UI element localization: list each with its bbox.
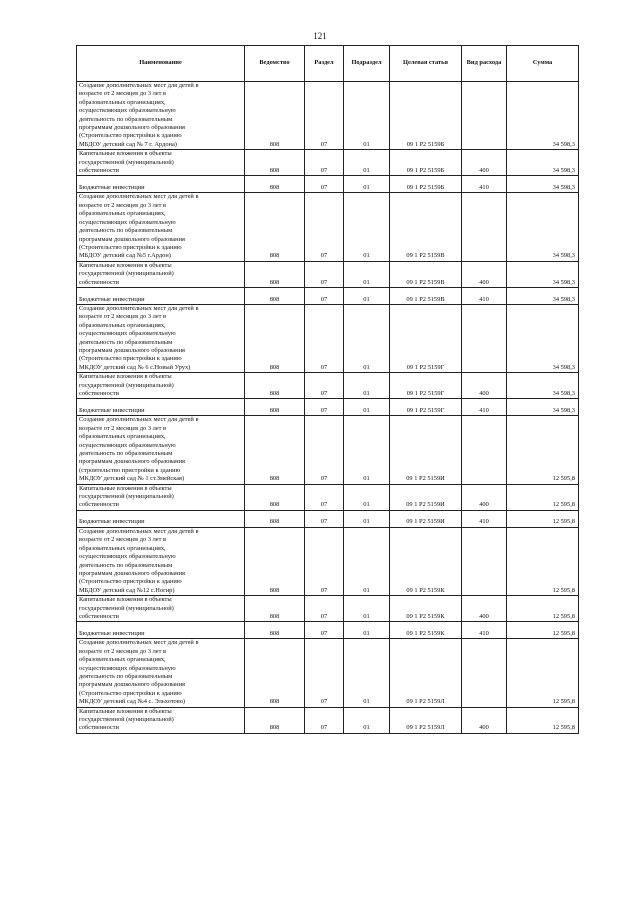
cell-summa: 12 595,8 [507, 510, 579, 527]
table-header-row [77, 46, 579, 82]
cell-podrazdel: 01 [344, 622, 390, 639]
cell-vid: 400 [462, 484, 507, 510]
cell-name-line: (Строительство пристройки к зданию [79, 689, 182, 697]
cell-vedomstvo: 808 [245, 622, 305, 639]
cell-name-line: Создание дополнительных мест для детей в [79, 527, 199, 535]
cell-vid: 410 [462, 176, 507, 193]
cell-name-line: государственной (муниципальной) [79, 270, 174, 278]
cell-name-line: программам дошкольного образования [79, 235, 185, 243]
cell-razdel: 07 [305, 484, 344, 510]
cell-name-line: МКДОУ детский сад № 6 с.Новый Урух) [79, 363, 191, 371]
cell-summa: 34 598,3 [507, 150, 579, 176]
column-header-vedomstvo: Ведомство [245, 46, 305, 82]
table-row [77, 622, 579, 639]
cell-podrazdel: 01 [344, 304, 390, 372]
cell-razdel: 07 [305, 639, 344, 707]
cell-name-line: деятельность по образовательным [79, 338, 173, 346]
cell-statya: 09 1 Р2 5159К [390, 527, 462, 595]
cell-vid: 400 [462, 373, 507, 399]
cell-name-line: Создание дополнительных мест для детей в [79, 304, 199, 312]
cell-razdel: 07 [305, 707, 344, 733]
cell-summa: 12 595,8 [507, 416, 579, 484]
cell-name-line: Создание дополнительных мест для детей в [79, 416, 199, 424]
cell-name-line: Бюджетные инвестиции [79, 184, 145, 192]
cell-name-line: образовательных организациях, [79, 433, 166, 441]
cell-razdel: 07 [305, 510, 344, 527]
cell-vid [462, 416, 507, 484]
cell-statya: 09 1 Р2 5159И [390, 416, 462, 484]
cell-vid: 400 [462, 261, 507, 287]
cell-name-line: (строительство пристройки к зданию [79, 466, 181, 474]
cell-vid: 410 [462, 622, 507, 639]
cell-name-line: Капитальные вложения в объекты [79, 707, 172, 715]
cell-podrazdel: 01 [344, 416, 390, 484]
table-row [77, 596, 579, 622]
cell-summa: 34 598,3 [507, 176, 579, 193]
cell-podrazdel: 01 [344, 82, 390, 150]
cell-summa: 12 595,8 [507, 484, 579, 510]
cell-name-line: деятельность по образовательным [79, 561, 173, 569]
cell-statya: 09 1 Р2 5159В [390, 261, 462, 287]
cell-razdel: 07 [305, 399, 344, 416]
cell-vedomstvo: 808 [245, 416, 305, 484]
cell-vid: 400 [462, 707, 507, 733]
cell-vedomstvo: 808 [245, 707, 305, 733]
cell-name-line: возрасте от 2 месяцев до 3 лет в [79, 424, 167, 432]
column-header-statya: Целевая статья [390, 46, 462, 82]
cell-summa: 12 595,8 [507, 527, 579, 595]
cell-podrazdel: 01 [344, 287, 390, 304]
cell-vid: 410 [462, 287, 507, 304]
column-header-summa: Сумма [507, 46, 579, 82]
table-row [77, 82, 579, 150]
cell-razdel: 07 [305, 150, 344, 176]
cell-name [77, 176, 245, 193]
table-row [77, 193, 579, 261]
cell-razdel: 07 [305, 261, 344, 287]
cell-name-line: Капитальные вложения в объекты [79, 373, 172, 381]
cell-name-line: образовательных организациях, [79, 210, 166, 218]
table-row [77, 639, 579, 707]
cell-vedomstvo: 808 [245, 261, 305, 287]
cell-name-line: программам дошкольного образования [79, 569, 185, 577]
cell-vedomstvo: 808 [245, 596, 305, 622]
cell-name-line: Бюджетные инвестиции [79, 295, 145, 303]
cell-name [77, 261, 245, 287]
cell-summa: 34 598,3 [507, 193, 579, 261]
cell-razdel: 07 [305, 373, 344, 399]
cell-summa: 12 595,8 [507, 707, 579, 733]
cell-name-line: МБДОУ детский сад №12 с.Ногир) [79, 586, 175, 594]
cell-name [77, 399, 245, 416]
cell-name-line: возрасте от 2 месяцев до 3 лет в [79, 647, 167, 655]
cell-name-line: МБДОУ детский сад № 7 г. Ардона) [79, 140, 177, 148]
cell-statya: 09 1 Р2 5159Б [390, 176, 462, 193]
table-row [77, 287, 579, 304]
cell-name-line: МБДОУ детский сад №5 г.Ардон) [79, 252, 171, 260]
column-header-podrazdel: Подраздел [344, 46, 390, 82]
cell-name-line: Капитальные вложения в объекты [79, 484, 172, 492]
cell-name [77, 596, 245, 622]
page-number: 121 [313, 31, 327, 41]
cell-statya: 09 1 Р2 5159Л [390, 639, 462, 707]
cell-name-line: собственности [79, 501, 119, 509]
cell-name-line: (Строительство пристройки к зданию [79, 355, 182, 363]
table-row [77, 707, 579, 733]
cell-name [77, 484, 245, 510]
table-row [77, 176, 579, 193]
cell-name-line: программам дошкольного образования [79, 681, 185, 689]
table-row [77, 416, 579, 484]
cell-name-line: возрасте от 2 месяцев до 3 лет в [79, 90, 167, 98]
cell-vedomstvo: 808 [245, 484, 305, 510]
cell-name-line: Капитальные вложения в объекты [79, 150, 172, 158]
cell-vedomstvo: 808 [245, 510, 305, 527]
cell-vedomstvo: 808 [245, 304, 305, 372]
cell-statya: 09 1 Р2 5159В [390, 193, 462, 261]
cell-summa: 12 595,8 [507, 639, 579, 707]
cell-name [77, 622, 245, 639]
cell-name [77, 639, 245, 707]
table-row [77, 510, 579, 527]
cell-name-line: Бюджетные инвестиции [79, 407, 145, 414]
cell-name-line: осуществляющих образовательную [79, 553, 176, 561]
cell-name-line: программам дошкольного образования [79, 346, 185, 354]
cell-summa: 34 598,3 [507, 261, 579, 287]
cell-name [77, 527, 245, 595]
cell-name [77, 510, 245, 527]
cell-statya: 09 1 Р2 5159И [390, 510, 462, 527]
cell-vid: 410 [462, 510, 507, 527]
cell-name-line: (Строительство пристройки к зданию [79, 578, 182, 586]
cell-statya: 09 1 Р2 5159Б [390, 150, 462, 176]
cell-name-line: (Строительство пристройки к зданию [79, 243, 182, 251]
cell-name-line: государственной (муниципальной) [79, 381, 174, 389]
table-row [77, 399, 579, 416]
cell-name-line: программам дошкольного образования [79, 124, 185, 132]
cell-name-line: программам дошкольного образования [79, 458, 185, 466]
cell-name [77, 193, 245, 261]
cell-statya: 09 1 Р2 5159В [390, 287, 462, 304]
cell-summa: 12 595,8 [507, 596, 579, 622]
table-row [77, 373, 579, 399]
cell-name-line: Создание дополнительных мест для детей в [79, 193, 199, 201]
cell-razdel: 07 [305, 82, 344, 150]
cell-razdel: 07 [305, 193, 344, 261]
table-row [77, 527, 579, 595]
cell-vedomstvo: 808 [245, 82, 305, 150]
cell-vedomstvo: 808 [245, 399, 305, 416]
cell-name-line: государственной (муниципальной) [79, 158, 174, 166]
cell-razdel: 07 [305, 622, 344, 639]
cell-statya: 09 1 Р2 5159И [390, 484, 462, 510]
cell-podrazdel: 01 [344, 596, 390, 622]
cell-name-line: образовательных организациях, [79, 321, 166, 329]
cell-name-line: собственности [79, 612, 119, 620]
cell-razdel: 07 [305, 416, 344, 484]
cell-statya: 09 1 Р2 5159Л [390, 707, 462, 733]
cell-vid [462, 639, 507, 707]
cell-vid [462, 193, 507, 261]
cell-name [77, 707, 245, 733]
cell-name-line: осуществляющих образовательную [79, 330, 176, 338]
cell-summa: 34 598,3 [507, 304, 579, 372]
cell-name-line: осуществляющих образовательную [79, 107, 176, 115]
cell-name-line: Создание дополнительных мест для детей в [79, 639, 199, 647]
cell-vid: 400 [462, 150, 507, 176]
cell-vedomstvo: 808 [245, 193, 305, 261]
cell-vedomstvo: 808 [245, 287, 305, 304]
cell-razdel: 07 [305, 304, 344, 372]
cell-name-line: (Строительство пристройки к зданию [79, 132, 182, 140]
cell-name [77, 287, 245, 304]
cell-name-line: Капитальные вложения в объекты [79, 596, 172, 604]
cell-statya: 09 1 Р2 5159Г [390, 399, 462, 416]
cell-name-line: государственной (муниципальной) [79, 716, 174, 723]
cell-podrazdel: 01 [344, 639, 390, 707]
cell-name-line: осуществляющих образовательную [79, 441, 176, 449]
cell-podrazdel: 01 [344, 399, 390, 416]
cell-podrazdel: 01 [344, 510, 390, 527]
column-header-vid: Вид расхода [462, 46, 507, 82]
table-row [77, 304, 579, 372]
cell-name-line: образовательных организациях, [79, 98, 166, 106]
budget-table [76, 45, 579, 734]
cell-vid [462, 82, 507, 150]
cell-vedomstvo: 808 [245, 527, 305, 595]
cell-podrazdel: 01 [344, 261, 390, 287]
cell-podrazdel: 01 [344, 484, 390, 510]
cell-name-line: собственности [79, 724, 119, 732]
cell-name-line: осуществляющих образовательную [79, 218, 176, 226]
cell-vid [462, 304, 507, 372]
cell-name-line: Создание дополнительных мест для детей в [79, 82, 199, 89]
cell-name [77, 373, 245, 399]
cell-name-line: образовательных организациях, [79, 656, 166, 664]
cell-vid: 400 [462, 596, 507, 622]
cell-statya: 09 1 Р2 5159К [390, 596, 462, 622]
cell-summa: 12 595,8 [507, 622, 579, 639]
cell-name-line: осуществляющих образовательную [79, 664, 176, 672]
cell-statya: 09 1 Р2 5159К [390, 622, 462, 639]
cell-name-line: деятельность по образовательным [79, 227, 173, 235]
cell-name [77, 150, 245, 176]
cell-razdel: 07 [305, 287, 344, 304]
column-header-razdel: Раздел [305, 46, 344, 82]
cell-vedomstvo: 808 [245, 373, 305, 399]
cell-name-line: собственности [79, 167, 119, 175]
cell-name-line: МКДОУ детский сад № 1 ст.Змейская) [79, 475, 185, 483]
cell-name-line: собственности [79, 278, 119, 286]
cell-name-line: Бюджетные инвестиции [79, 629, 145, 637]
cell-summa: 34 598,3 [507, 82, 579, 150]
cell-name-line: Капитальные вложения в объекты [79, 261, 172, 269]
cell-vid: 410 [462, 399, 507, 416]
table-row [77, 150, 579, 176]
cell-name-line: деятельность по образовательным [79, 115, 173, 123]
column-header-name: Наименование [77, 46, 245, 82]
cell-razdel: 07 [305, 176, 344, 193]
cell-name-line: деятельность по образовательным [79, 672, 173, 680]
cell-name-line: деятельность по образовательным [79, 450, 173, 458]
cell-vid [462, 527, 507, 595]
cell-summa: 34 598,3 [507, 399, 579, 416]
cell-name [77, 82, 245, 150]
cell-podrazdel: 01 [344, 373, 390, 399]
cell-summa: 34 598,3 [507, 373, 579, 399]
cell-name-line: образовательных организациях, [79, 544, 166, 552]
cell-vedomstvo: 808 [245, 176, 305, 193]
cell-statya: 09 1 Р2 5159Г [390, 373, 462, 399]
cell-name-line: возрасте от 2 месяцев до 3 лет в [79, 536, 167, 544]
cell-vedomstvo: 808 [245, 150, 305, 176]
table-row [77, 261, 579, 287]
cell-name-line: МКДОУ детский сад №4 с. Эльхотово) [79, 698, 186, 706]
cell-name-line: государственной (муниципальной) [79, 493, 174, 501]
cell-razdel: 07 [305, 527, 344, 595]
cell-razdel: 07 [305, 596, 344, 622]
cell-summa: 34 598,3 [507, 287, 579, 304]
cell-podrazdel: 01 [344, 707, 390, 733]
table-row [77, 484, 579, 510]
cell-podrazdel: 01 [344, 527, 390, 595]
cell-podrazdel: 01 [344, 176, 390, 193]
cell-name-line: возрасте от 2 месяцев до 3 лет в [79, 201, 167, 209]
cell-name-line: возрасте от 2 месяцев до 3 лет в [79, 313, 167, 321]
cell-name [77, 416, 245, 484]
cell-name-line: собственности [79, 390, 119, 397]
cell-podrazdel: 01 [344, 193, 390, 261]
cell-name-line: Бюджетные инвестиции [79, 518, 145, 526]
cell-vedomstvo: 808 [245, 639, 305, 707]
cell-name-line: государственной (муниципальной) [79, 604, 174, 612]
cell-statya: 09 1 Р2 5159Б [390, 82, 462, 150]
cell-name [77, 304, 245, 372]
cell-podrazdel: 01 [344, 150, 390, 176]
cell-statya: 09 1 Р2 5159Г [390, 304, 462, 372]
